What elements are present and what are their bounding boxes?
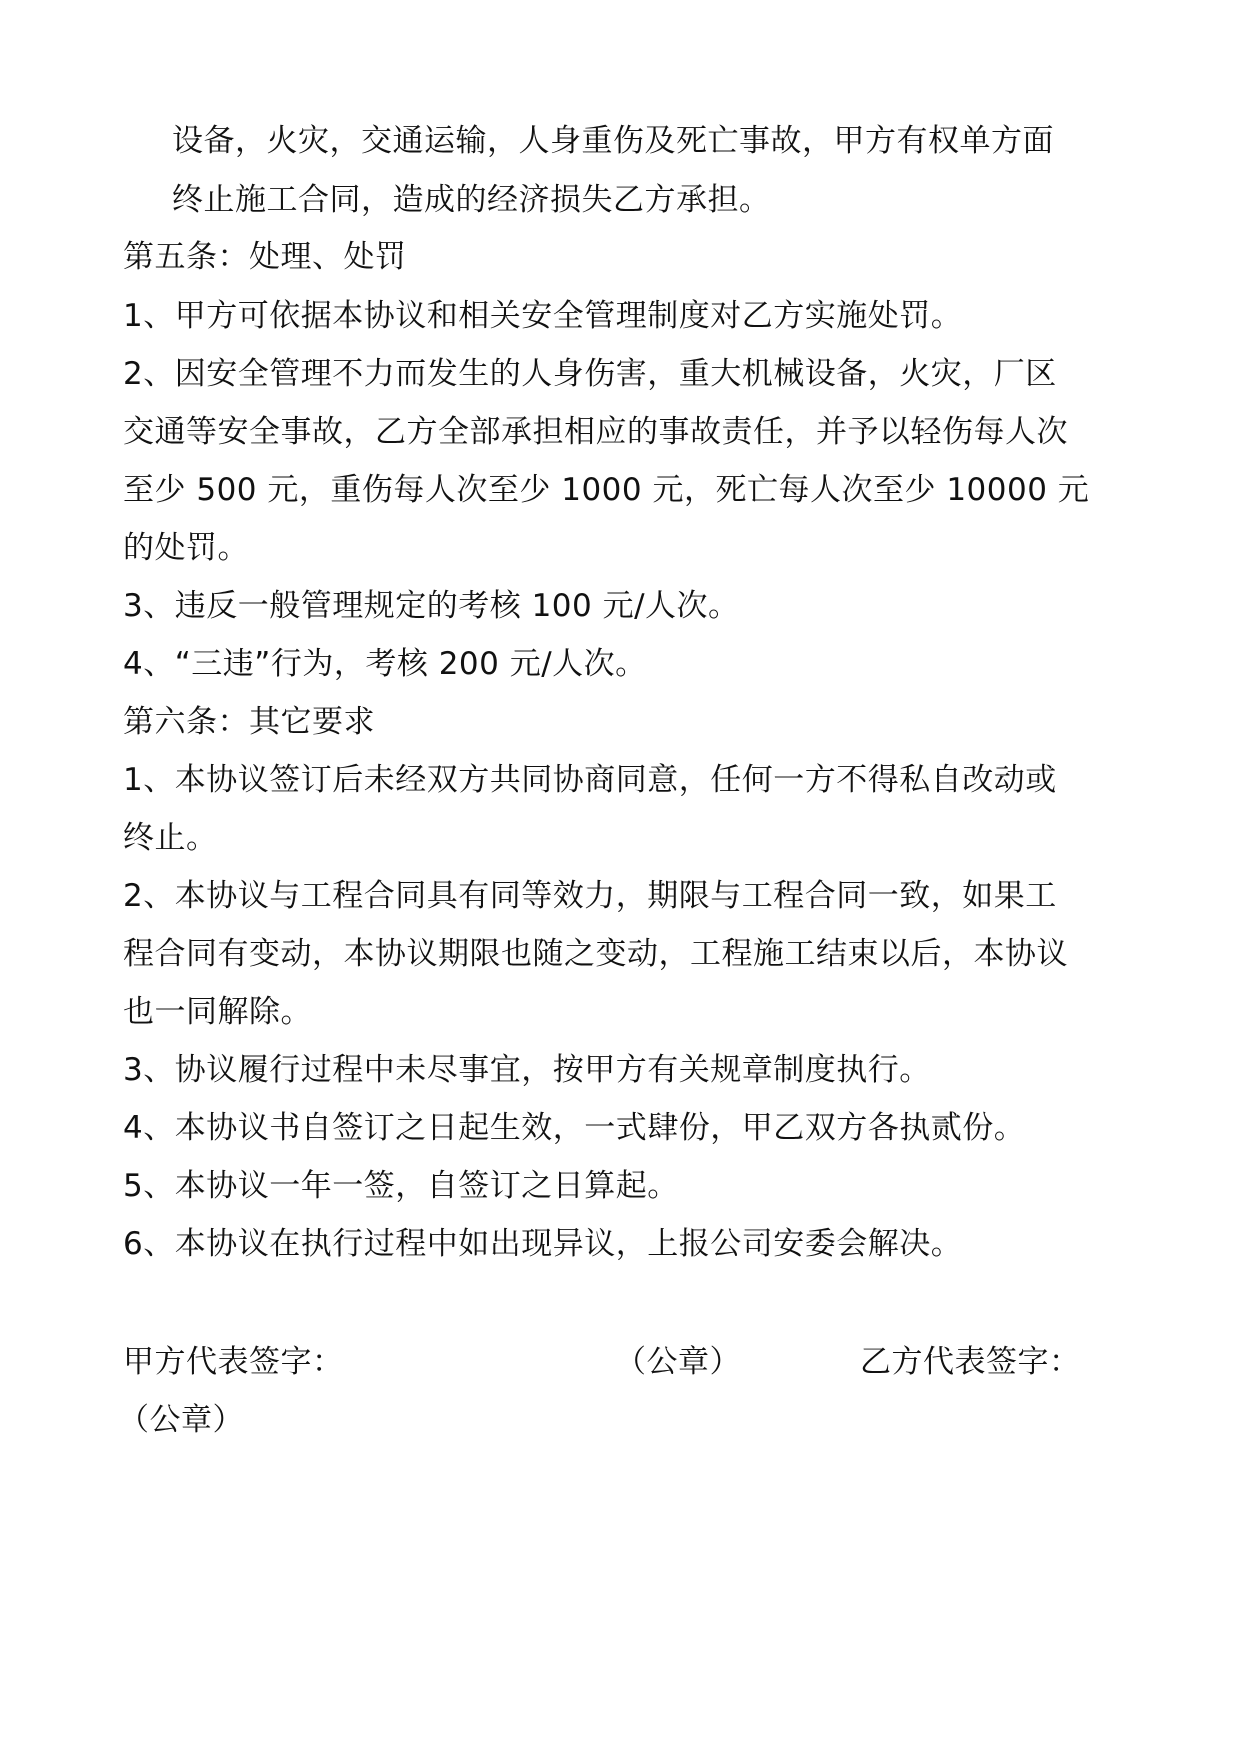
section-heading: 第五条：处理、处罚 [123, 239, 407, 275]
party-a-signature-label: 甲方代表签字： [123, 1344, 344, 1380]
paragraph-line: 4、本协议书自签订之日起生效，一式肆份，甲乙双方各执贰份。 [123, 1110, 1026, 1146]
party-b-signature-label: 乙方代表签字： [860, 1344, 1081, 1380]
paragraph-line: 2、本协议与工程合同具有同等效力，期限与工程合同一致，如果工 [123, 878, 1057, 914]
paragraph-line: 交通等安全事故，乙方全部承担相应的事故责任，并予以轻伤每人次 [123, 414, 1068, 450]
paragraph-line: 1、本协议签订后未经双方共同协商同意，任何一方不得私自改动或 [123, 762, 1057, 798]
paragraph-line: 也一同解除。 [123, 994, 312, 1030]
party-b-seal: （公章） [118, 1402, 244, 1438]
paragraph-line: 至少 500 元，重伤每人次至少 1000 元，死亡每人次至少 10000 元 [123, 472, 1090, 508]
paragraph-line: 终止。 [123, 820, 218, 856]
paragraph-line: 终止施工合同，造成的经济损失乙方承担。 [172, 182, 771, 218]
paragraph-line: 4、“三违”行为，考核 200 元/人次。 [123, 646, 647, 682]
section-heading: 第六条：其它要求 [123, 704, 375, 740]
paragraph-line: 程合同有变动，本协议期限也随之变动，工程施工结束以后，本协议 [123, 936, 1068, 972]
paragraph-line: 3、违反一般管理规定的考核 100 元/人次。 [123, 588, 740, 624]
party-a-seal: （公章） [615, 1344, 741, 1380]
paragraph-line: 的处罚。 [123, 530, 249, 566]
paragraph-line: 设备，火灾，交通运输，人身重伤及死亡事故，甲方有权单方面 [172, 123, 1054, 159]
paragraph-line: 5、本协议一年一签，自签订之日算起。 [123, 1168, 679, 1204]
paragraph-line: 1、甲方可依据本协议和相关安全管理制度对乙方实施处罚。 [123, 298, 963, 334]
paragraph-line: 6、本协议在执行过程中如出现异议，上报公司安委会解决。 [123, 1226, 963, 1262]
paragraph-line: 3、协议履行过程中未尽事宜，按甲方有关规章制度执行。 [123, 1052, 931, 1088]
paragraph-line: 2、因安全管理不力而发生的人身伤害，重大机械设备，火灾，厂区 [123, 356, 1057, 392]
